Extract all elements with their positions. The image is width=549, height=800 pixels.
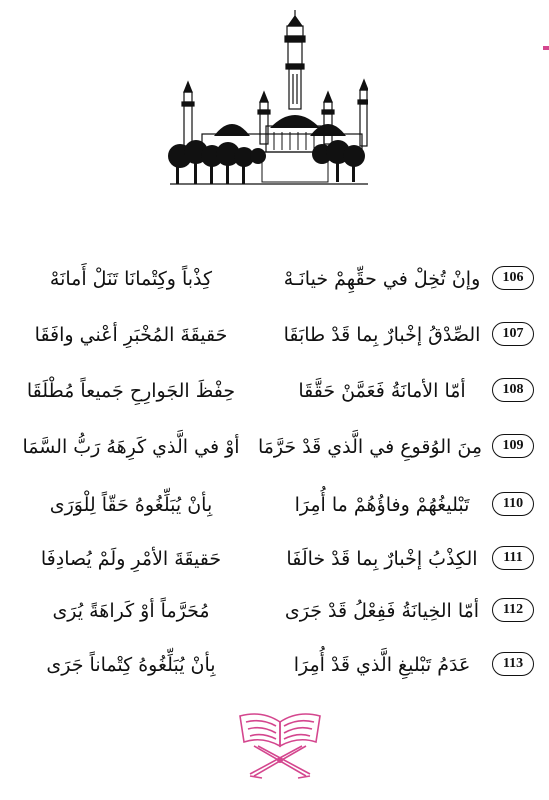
verse-112	[0, 592, 549, 632]
verse-second-hemistich: حَقيقَةَ المُخْبَرِ أعْني وافَقَا	[34, 324, 228, 346]
verse-number-badge: 106	[492, 266, 534, 290]
verse-number-badge: 112	[492, 598, 534, 622]
verse-first-hemistich: عَدَمُ تَبْليغِ الَّذي قَدْ أُمِرَا	[293, 654, 471, 676]
verse-106	[0, 260, 549, 300]
verse-second-hemistich: كِذْباً وكِتْمانَا تَنَلْ أَمانَهْ	[49, 268, 213, 290]
verse-first-hemistich: أمّا الأمانَةُ فَعَمَّنْ حَقَّقَا	[298, 380, 466, 402]
verse-first-hemistich: مِنَ الوُقوعِ في الَّذي قَدْ حَرَّمَا	[257, 436, 482, 458]
verse-first-hemistich: أمّا الخِيانَةُ فَفِعْلُ قَدْ جَرَى	[284, 600, 480, 622]
verse-107	[0, 316, 549, 356]
verse-109	[0, 428, 549, 468]
verse-second-hemistich: بِأنْ يُبَلِّغُوهُ كِتْماناً جَرَى	[46, 654, 216, 676]
verse-number-badge: 110	[492, 492, 534, 516]
verse-number-badge: 111	[492, 546, 534, 570]
verse-110	[0, 486, 549, 526]
verse-second-hemistich: مُحَرَّماً أوْ كَراهَةً يُرَى	[52, 600, 210, 622]
verse-number-badge: 109	[492, 434, 534, 458]
verse-first-hemistich: الكِذْبُ إخْبارٌ بِما قَدْ خالَفَا	[286, 548, 478, 570]
verse-number-badge: 107	[492, 322, 534, 346]
verse-second-hemistich: حِفْظَ الجَوارِحِ جَميعاً مُطْلَقَا	[26, 380, 236, 402]
verse-first-hemistich: الصِّدْقُ إخْبارٌ بِما قَدْ طابَقَا	[283, 324, 481, 346]
verse-number-badge: 113	[492, 652, 534, 676]
verse-number-badge: 108	[492, 378, 534, 402]
verse-first-hemistich: تَبْليغُهُمْ وفاؤُهُمْ ما أُمِرَا	[294, 494, 470, 516]
verse-second-hemistich: بِأنْ يُبَلِّغُوهُ حَقّاً لِلْوَرَى	[49, 494, 213, 516]
verse-108	[0, 372, 549, 412]
verse-113	[0, 646, 549, 686]
verse-second-hemistich: حَقيقَةَ الأمْرِ ولَمْ يُصادِفَا	[40, 548, 222, 570]
verse-111	[0, 540, 549, 580]
verse-second-hemistich: أوْ في الَّذي كَرِهَهُ رَبُّ السَّمَا	[22, 436, 240, 458]
verse-first-hemistich: وإنْ تُخِلْ في حقِّهِمْ خيانَـهْ	[283, 268, 481, 290]
quran-on-stand-illustration	[232, 702, 328, 780]
